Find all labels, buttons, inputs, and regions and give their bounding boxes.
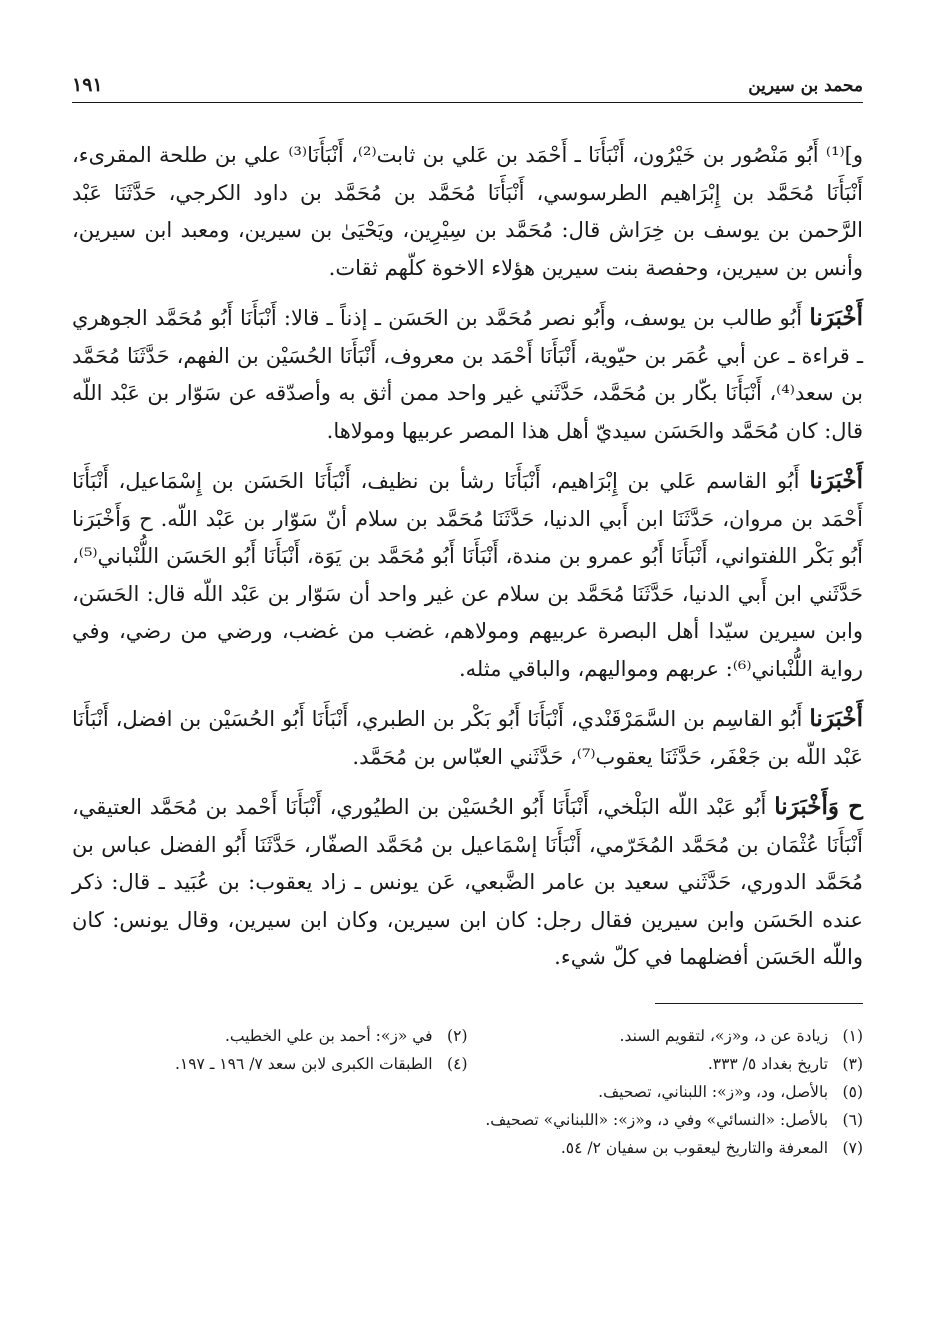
- paragraph-text: و]⁽¹⁾ أَبُو مَنْصُور بن خَيْرُون، أَنْبَأَنَا ـ أَحْمَد بن عَلي بن ثابت⁽²⁾، أَنْبَأَنَا⁽³⁾ علي بن طلحة المقرىء، أَنْبَأَنَا مُحَمَّد بن إِبْرَاهيم الطرسوسي، أَنْبَأَنَا مُحَمَّد بن مُحَمَّد بن داود الكرجي، حَدَّثَنَا عَبْد الرَّحمن بن يوسف بن خِرَاش قال: مُحَمَّد بن سِيْرِين، ويَحْيَىٰ بن سيرين، ومعبد ابن سيرين، وأنس بن سيرين، وحفصة بنت سيرين هؤلاء الاخوة كلّهم ثقات.: [72, 143, 863, 280]
- paragraph-text: أَبُو طالب بن يوسف، وأَبُو نصر مُحَمَّد بن الحَسَن ـ إذناً ـ قالا: أَنْبَأَنَا أَبُو مُحَمَّد الجوهري ـ قراءة ـ عن أبي عُمَر بن حيّوية، أَنْبَأَنَا أَحْمَد بن معروف، أَنْبَأَنَا الحُسَيْن بن الفهم، حَدَّثَنَا مُحَمَّد بن سعد⁽⁴⁾، أَنْبَأَنَا بكّار بن مُحَمَّد، حَدَّثَني غير واحد ممن أثق به وأصدّقه عن سَوّار بن عَبْد اللّه قال: كان مُحَمَّد والحَسَن سيديّ أهل هذا المصر عربيها ومولاها.: [72, 306, 863, 443]
- footnotes: [72, 1022, 863, 1162]
- paragraph-5: [72, 788, 863, 977]
- footnote-number: (٥): [842, 1082, 863, 1101]
- footnote-3: [468, 1050, 864, 1078]
- footnote-number: (٤): [447, 1054, 468, 1073]
- footnote-text: في «ز»: أحمد بن علي الخطيب.: [224, 1026, 433, 1045]
- footnote-text: زيادة عن د، و«ز»، لتقويم السند.: [619, 1026, 829, 1045]
- paragraph-text: أَبُو عَبْد اللّه البَلْخي، أَنْبَأَنَا أَبُو الحُسَيْن بن الطيُوري، أَنْبَأَنَا أَحْمد بن مُحَمَّد العتيقي، أَنْبَأَنَا عُثْمَان بن مُحَمَّد المُخَرّمي، أَنْبَأَنَا إسْمَاعيل بن مُحَمَّد الصفّار، حَدَّثَنَا أَبُو الفضل عباس بن مُحَمَّد الدوري، حَدَّثَني سعيد بن عامر الضَّبعي، عَن يونس ـ زاد يعقوب: بن عُبَيد ـ قال: ذكر عنده الحَسَن وابن سيرين فقال رجل: كان ابن سيرين، وكان ابن سيرين، وقال يونس: كان واللّه الحَسَن أفضلهما في كلّ شيء.: [72, 795, 863, 969]
- page-number: ١٩١: [72, 74, 103, 96]
- paragraph-text: أَبُو القاسم عَلي بن إِبْرَاهيم، أَنْبَأَنَا رشأ بن نظيف، أَنْبَأَنَا الحَسَن بن إِسْمَاعيل، أَنْبَأَنَا أَحْمَد بن مروان، حَدَّثَنَا ابن أَبي الدنيا، حَدَّثَنَا مُحَمَّد بن سلام أنّ سَوّار بن عَبْد اللّه. ح وَأَخْبَرَنا أَبُو بَكْر اللفتواني، أَنْبَأَنَا أَبُو عمرو بن مندة، أَنْبَأَنَا أَبُو مُحَمَّد بن يَوَة، أَنْبَأَنَا أَبُو الحَسَن اللُّنْباني⁽⁵⁾، حَدَّثَني ابن أَبي الدنيا، حَدَّثَنَا مُحَمَّد بن سلام عن غير واحد أن سَوّار بن عَبْد اللّه قال: الحَسَن، وابن سيرين سيّدا أهل البصرة عربيهم ومولاهم، غضب من غضب، ورضي من رضي، وفي رواية اللُّنْباني⁽⁶⁾: عربهم ومواليهم، والباقي مثله.: [72, 469, 863, 681]
- footnote-1: [468, 1022, 864, 1050]
- paragraph-2: [72, 299, 863, 450]
- narration-keyword: أَخْبَرَنا: [809, 467, 863, 494]
- paragraph-text: أَبُو القاسِم بن السَّمَرْقَنْدي، أَنْبَأَنَا أَبُو بَكْر بن الطبري، أَنْبَأَنَا أَبُو الحُسَيْن بن افضل، أَنْبَأَنَا عَبْد اللّه بن جَعْفَر، حَدَّثَنَا يعقوب⁽⁷⁾، حَدَّثَني العبّاس بن مُحَمَّد.: [72, 707, 863, 769]
- footnote-2: [72, 1022, 468, 1050]
- footnote-6: [72, 1106, 863, 1134]
- footnote-text: بالأصل، ود، و«ز»: اللبناني، تصحيف.: [598, 1082, 829, 1101]
- footnote-row: [72, 1022, 863, 1050]
- footnote-text: المعرفة والتاريخ ليعقوب بن سفيان ٢/ ٥٤.: [560, 1138, 829, 1157]
- narration-keyword: أَخْبَرَنا: [809, 304, 863, 331]
- footnote-text: الطبقات الكبرى لابن سعد ٧/ ١٩٦ ـ ١٩٧.: [174, 1054, 433, 1073]
- paragraph-4: [72, 700, 863, 776]
- footnote-number: (٦): [842, 1110, 863, 1129]
- running-title: محمد بن سيرين: [748, 76, 863, 96]
- footnote-text: تاريخ بغداد ٥/ ٣٣٣.: [707, 1054, 829, 1073]
- footnote-text: بالأصل: «النسائي» وفي د، و«ز»: «اللبناني» تصحيف.: [485, 1110, 829, 1129]
- footnote-5: [72, 1078, 863, 1106]
- narration-keyword: ح وَأَخْبَرَنا: [774, 793, 863, 820]
- running-header: [72, 72, 863, 103]
- footnote-row: [72, 1050, 863, 1078]
- footnote-4: [72, 1050, 468, 1078]
- footnote-number: (٢): [447, 1026, 468, 1045]
- paragraph-1: [72, 137, 863, 287]
- footnote-number: (١): [842, 1026, 863, 1045]
- footnote-separator: [655, 1003, 863, 1004]
- footnote-number: (٧): [842, 1138, 863, 1157]
- narration-keyword: أَخْبَرَنا: [809, 705, 863, 732]
- paragraph-3: [72, 462, 863, 688]
- main-text: [72, 137, 863, 977]
- footnote-number: (٣): [842, 1054, 863, 1073]
- footnote-7: [72, 1134, 863, 1162]
